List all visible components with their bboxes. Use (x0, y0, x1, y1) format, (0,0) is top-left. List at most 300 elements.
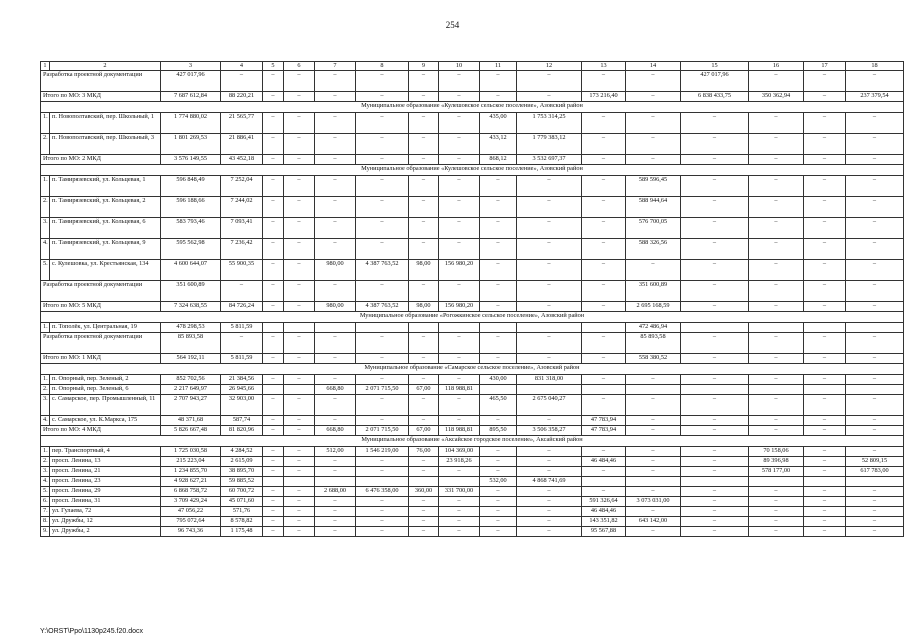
value-cell: – (356, 92, 409, 102)
value-cell: – (749, 517, 804, 527)
value-cell: 67,00 (409, 385, 439, 395)
value-cell: – (804, 218, 846, 239)
value-cell: 472 486,94 (626, 323, 681, 333)
value-cell: – (315, 239, 356, 260)
value-cell: – (749, 239, 804, 260)
value-cell: – (681, 375, 749, 385)
object-address: ул. Дружбы, 12 (50, 517, 161, 527)
column-number: 7 (315, 62, 356, 71)
value-cell: 668,80 (315, 426, 356, 436)
value-cell: 6 476 358,00 (356, 487, 409, 497)
value-cell: 351 600,89 (161, 281, 221, 302)
object-address: ул. Дружбы, 2 (50, 527, 161, 537)
value-cell: – (517, 333, 582, 354)
value-cell: – (439, 134, 480, 155)
value-cell: 433,12 (480, 134, 517, 155)
row-number: 2. (41, 134, 50, 155)
row-label: Итого по МО: 5 МКД (41, 302, 161, 312)
value-cell: – (626, 134, 681, 155)
value-cell: – (804, 426, 846, 436)
column-number: 3 (161, 62, 221, 71)
object-address: просп. Ленина, 29 (50, 487, 161, 497)
value-cell: – (846, 416, 904, 426)
value-cell: – (409, 375, 439, 385)
column-number: 5 (263, 62, 284, 71)
column-number: 2 (50, 62, 161, 71)
value-cell: – (284, 260, 315, 281)
value-cell: – (517, 457, 582, 467)
value-cell: – (221, 333, 263, 354)
value-cell: – (749, 507, 804, 517)
value-cell: 1 546 219,00 (356, 447, 409, 457)
value-cell: – (517, 71, 582, 92)
value-cell: – (284, 281, 315, 302)
value-cell: – (263, 113, 284, 134)
value-cell: – (439, 176, 480, 197)
value-cell: – (846, 239, 904, 260)
value-cell: – (749, 527, 804, 537)
value-cell: – (284, 71, 315, 92)
object-address: просп. Ленина, 13 (50, 457, 161, 467)
value-cell: – (804, 333, 846, 354)
value-cell: – (681, 527, 749, 537)
value-cell (681, 477, 749, 487)
row-label: Разработка проектной документации (41, 281, 161, 302)
value-cell: – (284, 497, 315, 507)
column-number: 4 (221, 62, 263, 71)
table-row (41, 375, 904, 385)
table-row (41, 281, 904, 302)
row-number: 3. (41, 395, 50, 416)
value-cell: – (804, 497, 846, 507)
value-cell: – (804, 467, 846, 477)
value-cell: – (439, 218, 480, 239)
value-cell: – (681, 218, 749, 239)
value-cell: – (804, 197, 846, 218)
object-address: ул. Гулаева, 72 (50, 507, 161, 517)
value-cell: – (517, 92, 582, 102)
value-cell: 70 158,06 (749, 447, 804, 457)
object-address: п. Тополёк, ул. Центральная, 19 (50, 323, 161, 333)
value-cell (315, 323, 356, 333)
object-address: п. Тамирязевский, ул. Кольцевая, 1 (50, 176, 161, 197)
value-cell: – (626, 467, 681, 477)
value-cell: – (439, 375, 480, 385)
value-cell: – (480, 302, 517, 312)
register-table (40, 61, 904, 537)
row-number: 5. (41, 260, 50, 281)
value-cell: 512,00 (315, 447, 356, 457)
value-cell: – (356, 113, 409, 134)
value-cell: 7 324 638,55 (161, 302, 221, 312)
value-cell: – (804, 155, 846, 165)
column-number: 10 (439, 62, 480, 71)
section-heading-row (41, 102, 904, 113)
value-cell: 478 298,53 (161, 323, 221, 333)
value-cell: – (409, 155, 439, 165)
table-row (41, 197, 904, 218)
value-cell: 852 702,56 (161, 375, 221, 385)
value-cell: – (263, 375, 284, 385)
table-row (41, 354, 904, 364)
row-number: 3. (41, 218, 50, 239)
value-cell: 1 774 880,02 (161, 113, 221, 134)
value-cell: – (263, 218, 284, 239)
value-cell: 331 700,00 (439, 487, 480, 497)
value-cell: – (582, 71, 626, 92)
value-cell: – (284, 527, 315, 537)
value-cell: 98,00 (409, 302, 439, 312)
value-cell: – (749, 197, 804, 218)
value-cell: – (284, 426, 315, 436)
section-heading-row (41, 312, 904, 323)
column-number: 13 (582, 62, 626, 71)
value-cell: 4 387 763,52 (356, 302, 409, 312)
object-address: с. Самарское, пер. Промышленный, 11 (50, 395, 161, 416)
value-cell: – (284, 457, 315, 467)
value-cell: – (439, 497, 480, 507)
value-cell: – (804, 487, 846, 497)
value-cell: 81 820,96 (221, 426, 263, 436)
value-cell (846, 385, 904, 395)
value-cell: – (480, 447, 517, 457)
section-heading-row (41, 364, 904, 375)
value-cell: – (439, 354, 480, 364)
value-cell (749, 323, 804, 333)
value-cell: – (409, 281, 439, 302)
value-cell: 430,00 (480, 375, 517, 385)
section-heading-row (41, 436, 904, 447)
value-cell: – (681, 260, 749, 281)
value-cell: – (582, 218, 626, 239)
value-cell: – (749, 134, 804, 155)
value-cell: 173 216,40 (582, 92, 626, 102)
table-row (41, 457, 904, 467)
value-cell: – (804, 457, 846, 467)
value-cell: – (409, 113, 439, 134)
value-cell: – (439, 395, 480, 416)
value-cell (356, 323, 409, 333)
value-cell: – (356, 375, 409, 385)
value-cell: 98,00 (409, 260, 439, 281)
value-cell: 21 565,77 (221, 113, 263, 134)
value-cell: – (356, 507, 409, 517)
value-cell: 47 056,22 (161, 507, 221, 517)
value-cell: 576 700,05 (626, 218, 681, 239)
value-cell (480, 385, 517, 395)
value-cell: – (439, 197, 480, 218)
row-label: Итого по МО: 2 МКД (41, 155, 161, 165)
value-cell: 591 326,64 (582, 497, 626, 507)
value-cell: 980,00 (315, 260, 356, 281)
value-cell: – (439, 416, 480, 426)
value-cell: – (284, 467, 315, 477)
value-cell: – (804, 260, 846, 281)
value-cell: 5 811,59 (221, 354, 263, 364)
table-row (41, 447, 904, 457)
value-cell (804, 477, 846, 487)
value-cell: – (582, 354, 626, 364)
value-cell: – (263, 487, 284, 497)
value-cell: – (480, 239, 517, 260)
value-cell: – (480, 333, 517, 354)
row-number: 7. (41, 507, 50, 517)
value-cell: – (480, 457, 517, 467)
value-cell: – (480, 467, 517, 477)
value-cell (409, 477, 439, 487)
value-cell (284, 385, 315, 395)
value-cell (263, 477, 284, 487)
value-cell: – (409, 467, 439, 477)
value-cell: 2 217 649,97 (161, 385, 221, 395)
row-number: 1. (41, 447, 50, 457)
value-cell: – (480, 354, 517, 364)
value-cell: – (804, 395, 846, 416)
value-cell: 3 506 358,27 (517, 426, 582, 436)
value-cell: 4 600 644,07 (161, 260, 221, 281)
column-number: 16 (749, 62, 804, 71)
value-cell: – (480, 507, 517, 517)
value-cell: – (846, 113, 904, 134)
value-cell: – (284, 239, 315, 260)
value-cell: – (582, 239, 626, 260)
value-cell (846, 323, 904, 333)
table-body (41, 62, 904, 537)
value-cell: – (221, 281, 263, 302)
value-cell: 26 945,66 (221, 385, 263, 395)
value-cell: – (846, 395, 904, 416)
table-row (41, 477, 904, 487)
value-cell: – (315, 134, 356, 155)
value-cell: – (582, 467, 626, 477)
value-cell: – (439, 71, 480, 92)
value-cell: – (409, 197, 439, 218)
value-cell: – (626, 487, 681, 497)
value-cell: – (315, 467, 356, 477)
value-cell: – (804, 416, 846, 426)
row-number: 8. (41, 517, 50, 527)
value-cell: 351 600,89 (626, 281, 681, 302)
object-address: п. Новополтавский, пер. Школьный, 3 (50, 134, 161, 155)
value-cell: – (356, 134, 409, 155)
table-row (41, 155, 904, 165)
value-cell: – (284, 416, 315, 426)
object-address: п. Новополтавский, пер. Школьный, 1 (50, 113, 161, 134)
value-cell: 795 072,64 (161, 517, 221, 527)
value-cell: – (409, 92, 439, 102)
value-cell: – (517, 281, 582, 302)
value-cell: – (582, 260, 626, 281)
value-cell: – (284, 517, 315, 527)
value-cell: – (284, 447, 315, 457)
value-cell (284, 323, 315, 333)
value-cell: 7 244,02 (221, 197, 263, 218)
value-cell: 47 783,94 (582, 416, 626, 426)
value-cell: 156 980,20 (439, 260, 480, 281)
value-cell: 237 379,54 (846, 92, 904, 102)
value-cell: 2 688,00 (315, 487, 356, 497)
value-cell: – (517, 517, 582, 527)
value-cell: – (439, 507, 480, 517)
value-cell: 32 903,00 (221, 395, 263, 416)
value-cell: 89 396,98 (749, 457, 804, 467)
value-cell: – (409, 239, 439, 260)
object-address: пер. Транспортный, 4 (50, 447, 161, 457)
value-cell: 47 783,94 (582, 426, 626, 436)
value-cell: – (284, 218, 315, 239)
value-cell: 4 387 763,52 (356, 260, 409, 281)
value-cell: – (846, 218, 904, 239)
value-cell: – (439, 92, 480, 102)
value-cell: 4 284,52 (221, 447, 263, 457)
row-number: 9. (41, 527, 50, 537)
value-cell: – (480, 176, 517, 197)
value-cell: – (681, 134, 749, 155)
value-cell: 980,00 (315, 302, 356, 312)
value-cell (517, 323, 582, 333)
value-cell: – (263, 281, 284, 302)
value-cell: – (749, 354, 804, 364)
value-cell: – (846, 507, 904, 517)
column-number: 18 (846, 62, 904, 71)
value-cell: – (315, 375, 356, 385)
value-cell: – (356, 176, 409, 197)
value-cell: – (681, 487, 749, 497)
value-cell: – (221, 71, 263, 92)
value-cell: – (681, 302, 749, 312)
value-cell (626, 477, 681, 487)
object-address: п. Опорный, пер. Зеленый, 2 (50, 375, 161, 385)
value-cell: – (749, 416, 804, 426)
value-cell: – (681, 113, 749, 134)
value-cell: – (284, 176, 315, 197)
value-cell (356, 477, 409, 487)
value-cell: 1 234 855,70 (161, 467, 221, 477)
value-cell: – (517, 507, 582, 517)
value-cell: – (315, 176, 356, 197)
value-cell: 564 192,11 (161, 354, 221, 364)
table-row (41, 426, 904, 436)
value-cell: – (804, 507, 846, 517)
value-cell: 3 532 697,37 (517, 155, 582, 165)
value-cell: 48 371,68 (161, 416, 221, 426)
value-cell (804, 323, 846, 333)
value-cell: – (626, 113, 681, 134)
value-cell: – (804, 281, 846, 302)
value-cell: – (315, 354, 356, 364)
value-cell: 38 895,70 (221, 467, 263, 477)
value-cell: – (749, 176, 804, 197)
value-cell (439, 477, 480, 487)
value-cell: 571,76 (221, 507, 263, 517)
value-cell: – (284, 354, 315, 364)
value-cell: – (846, 134, 904, 155)
value-cell: 1 779 383,12 (517, 134, 582, 155)
value-cell: – (681, 467, 749, 477)
row-number: 6. (41, 497, 50, 507)
value-cell: 868,12 (480, 155, 517, 165)
value-cell: – (626, 416, 681, 426)
value-cell (749, 477, 804, 487)
value-cell: – (804, 176, 846, 197)
value-cell: – (480, 517, 517, 527)
value-cell: 45 071,60 (221, 497, 263, 507)
value-cell: – (846, 176, 904, 197)
table-row (41, 333, 904, 354)
value-cell: – (681, 354, 749, 364)
value-cell: 589 596,45 (626, 176, 681, 197)
value-cell (626, 385, 681, 395)
value-cell: – (517, 239, 582, 260)
value-cell: – (681, 333, 749, 354)
value-cell: – (356, 155, 409, 165)
value-cell: – (409, 354, 439, 364)
value-cell: – (582, 134, 626, 155)
row-label: Итого по МО: 3 МКД (41, 92, 161, 102)
value-cell: 1 175,48 (221, 527, 263, 537)
value-cell: 596 188,66 (161, 197, 221, 218)
value-cell (409, 323, 439, 333)
value-cell: 427 017,96 (161, 71, 221, 92)
value-cell: 7 093,41 (221, 218, 263, 239)
value-cell: – (263, 302, 284, 312)
row-number: 1. (41, 176, 50, 197)
value-cell: – (804, 375, 846, 385)
value-cell: – (284, 134, 315, 155)
value-cell: – (846, 260, 904, 281)
row-label: Разработка проектной документации (41, 333, 161, 354)
value-cell: 6 868 758,72 (161, 487, 221, 497)
column-number: 9 (409, 62, 439, 71)
value-cell: 7 687 612,84 (161, 92, 221, 102)
value-cell: 668,80 (315, 385, 356, 395)
value-cell: – (626, 457, 681, 467)
value-cell: 104 369,00 (439, 447, 480, 457)
table-row (41, 467, 904, 477)
value-cell: – (582, 113, 626, 134)
value-cell: – (315, 155, 356, 165)
value-cell: – (409, 517, 439, 527)
value-cell (681, 385, 749, 395)
value-cell: – (804, 302, 846, 312)
value-cell: – (356, 281, 409, 302)
value-cell: – (409, 71, 439, 92)
value-cell: – (681, 457, 749, 467)
value-cell: – (846, 71, 904, 92)
value-cell: – (315, 333, 356, 354)
table-row (41, 385, 904, 395)
value-cell: – (582, 487, 626, 497)
value-cell: – (517, 416, 582, 426)
value-cell: – (315, 71, 356, 92)
value-cell: – (749, 218, 804, 239)
row-number: 2. (41, 385, 50, 395)
value-cell: 2 695 168,59 (626, 302, 681, 312)
value-cell: – (582, 197, 626, 218)
value-cell: – (749, 155, 804, 165)
row-label: Разработка проектной документации (41, 71, 161, 92)
value-cell (284, 477, 315, 487)
value-cell: – (356, 218, 409, 239)
value-cell: – (480, 416, 517, 426)
table-row (41, 323, 904, 333)
value-cell: 23 918,26 (439, 457, 480, 467)
value-cell: 588 944,64 (626, 197, 681, 218)
value-cell: – (626, 527, 681, 537)
value-cell: – (263, 527, 284, 537)
value-cell: – (439, 113, 480, 134)
value-cell: – (409, 416, 439, 426)
